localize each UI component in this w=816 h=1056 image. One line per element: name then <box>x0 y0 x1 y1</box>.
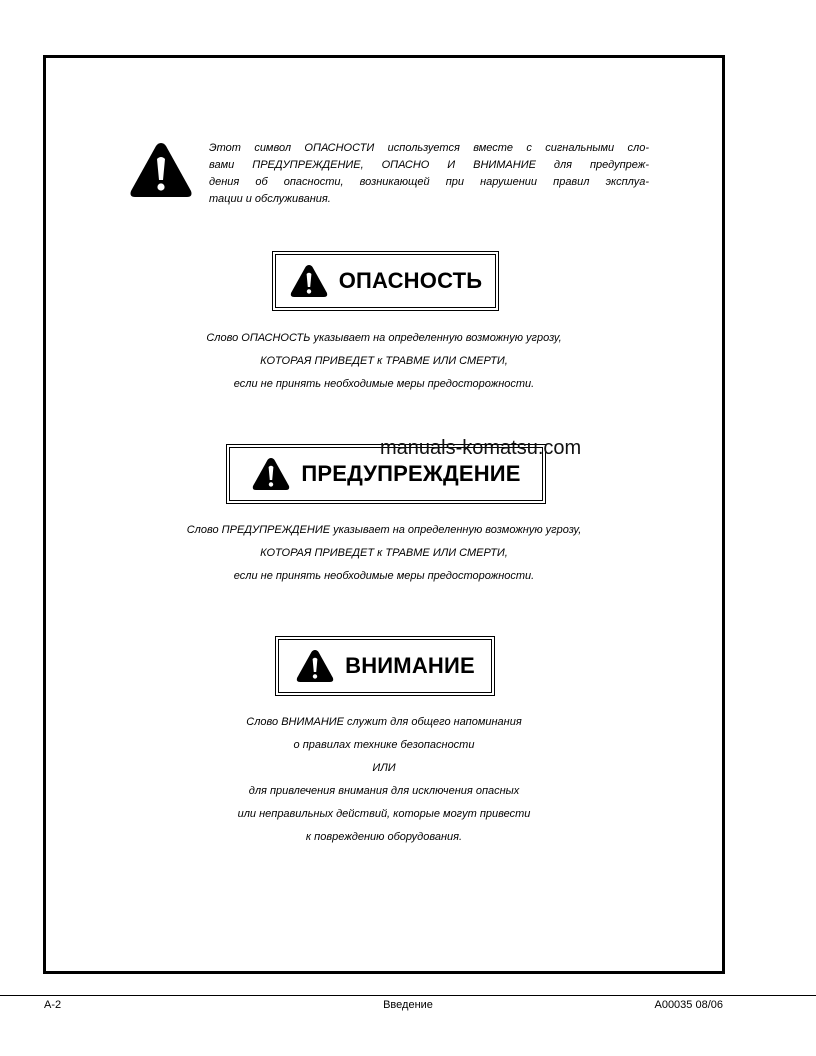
intro-line: Этот символ ОПАСНОСТИ используется вместе с сигнальными сло- <box>209 142 649 154</box>
danger-label: ОПАСНОСТЬ <box>338 268 483 293</box>
caution-line: для привлечения внимания для исключения опасных <box>248 785 520 797</box>
footer-page-number: A-2 <box>44 999 62 1011</box>
footer-document-code: A00035 08/06 <box>654 999 723 1011</box>
intro-text <box>209 140 649 208</box>
caution-alert-icon <box>295 648 335 684</box>
warning-description <box>43 519 725 588</box>
intro-line: тации и обслуживания. <box>209 193 331 205</box>
danger-line: если не принять необходимые меры предосторожности. <box>233 378 535 390</box>
caution-line: к повреждению оборудования. <box>305 831 463 843</box>
caution-line: ИЛИ <box>372 762 396 774</box>
caution-description <box>43 711 725 849</box>
caution-line: Слово ВНИМАНИЕ служит для общего напоминания <box>246 716 522 728</box>
intro-line: вами ПРЕДУПРЕЖДЕНИЕ, ОПАСНО И ВНИМАНИЕ для предупреж- <box>209 159 649 171</box>
footer-section-title: Введение <box>383 999 433 1011</box>
danger-alert-icon <box>289 263 329 299</box>
caution-label: ВНИМАНИЕ <box>345 653 475 678</box>
caution-line: о правилах технике безопасности <box>293 739 475 751</box>
intro-line: дения об опасности, возникающей при нарушении правил эксплуа- <box>209 176 649 188</box>
warning-label: ПРЕДУПРЕЖДЕНИЕ <box>301 461 521 486</box>
caution-signal-box <box>278 639 492 693</box>
safety-alert-icon <box>128 140 194 200</box>
footer-rule <box>0 995 816 996</box>
danger-line: Слово ОПАСНОСТЬ указывает на определенную возможную угрозу, <box>206 332 562 344</box>
warning-alert-icon <box>251 456 291 492</box>
warning-line: если не принять необходимые меры предосторожности. <box>233 570 535 582</box>
danger-line: КОТОРАЯ ПРИВЕДЕТ к ТРАВМЕ ИЛИ СМЕРТИ, <box>260 355 508 367</box>
danger-description <box>43 327 725 396</box>
warning-line: Слово ПРЕДУПРЕЖДЕНИЕ указывает на определенную возможную угрозу, <box>186 524 582 536</box>
caution-line: или неправильных действий, которые могут привести <box>237 808 531 820</box>
warning-line: КОТОРАЯ ПРИВЕДЕТ к ТРАВМЕ ИЛИ СМЕРТИ, <box>260 547 508 559</box>
danger-signal-box <box>275 254 496 308</box>
watermark-text: manuals-komatsu.com <box>380 437 582 459</box>
